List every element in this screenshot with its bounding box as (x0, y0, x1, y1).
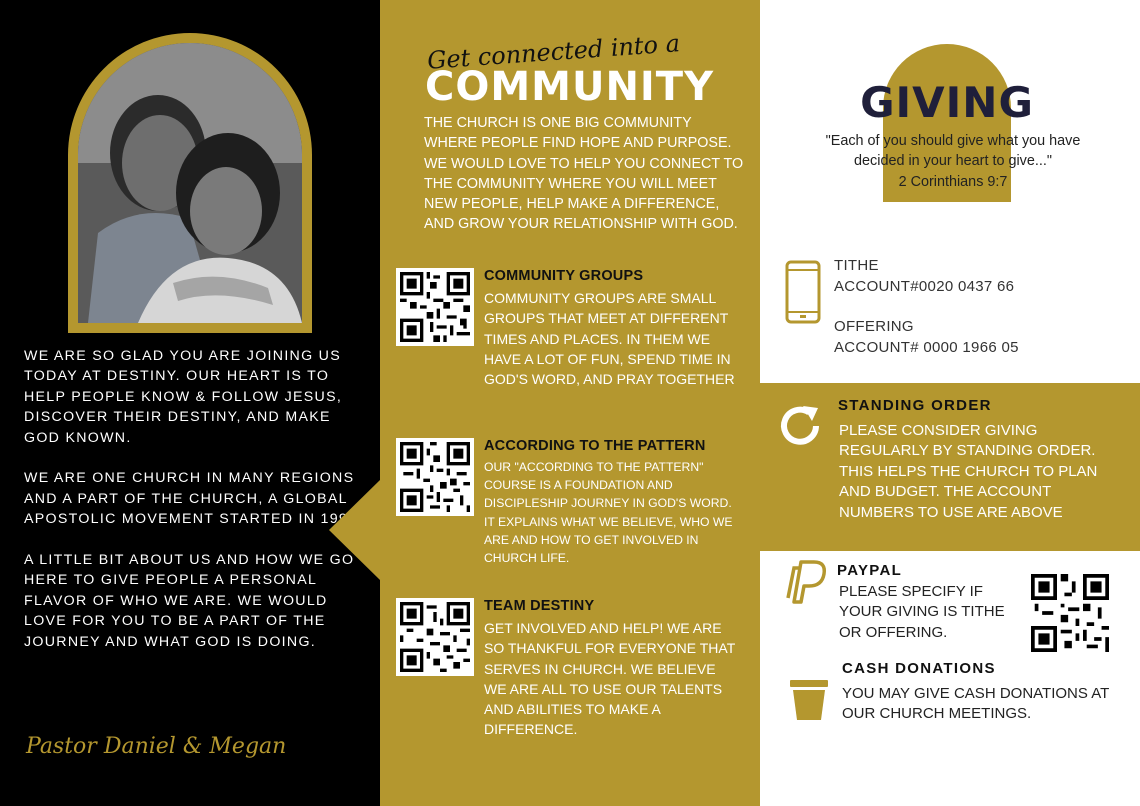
cash-donations-body: YOU MAY GIVE CASH DONATIONS AT OUR CHURCH MEETINGS. (842, 685, 1109, 723)
section-heading: TEAM DESTINY (484, 598, 595, 614)
tithe-label: TITHE (834, 257, 879, 274)
phone-icon (785, 260, 821, 324)
paypal-heading: PAYPAL (837, 562, 903, 579)
qr-code-graphic (1031, 574, 1109, 652)
section-body: GET INVOLVED AND HELP! WE ARE SO THANKFUL FOR EVERYONE THAT SERVES IN CHURCH. WE BELIEVE WE ARE ALL TO USE OUR TALENTS AND ABILITIES TO MAKE A DIFFERENCE. (484, 620, 736, 738)
qr-code-graphic (400, 272, 470, 342)
paypal-body: PLEASE SPECIFY IF YOUR GIVING IS TITHE OR OFFERING. (839, 583, 1005, 641)
tithe-account: ACCOUNT#0020 0437 66 (834, 278, 1015, 295)
paypal-qr-code[interactable] (1031, 574, 1109, 652)
qr-code-graphic (400, 602, 470, 672)
quote-reference: 2 Corinthians 9:7 (898, 173, 1008, 190)
community-title: COMMUNITY (425, 64, 715, 110)
qr-code[interactable] (396, 598, 474, 676)
standing-order-body: PLEASE CONSIDER GIVING REGULARLY BY STANDING ORDER. THIS HELPS THE CHURCH TO PLAN AND BUDGET. THE ACCOUNT NUMBERS TO USE ARE ABOVE (839, 422, 1098, 521)
qr-code[interactable] (396, 438, 474, 516)
standing-order-heading: STANDING ORDER (838, 397, 992, 414)
couple-photo (78, 43, 302, 323)
paypal-icon (784, 558, 830, 606)
scripture-quote (790, 131, 1116, 192)
quote-line: decided in your heart to give..." (854, 153, 1052, 170)
photo-frame (68, 33, 312, 333)
refresh-icon (776, 402, 824, 450)
section-heading: ACCORDING TO THE PATTERN (484, 438, 706, 454)
section-body: COMMUNITY GROUPS ARE SMALL GROUPS THAT MEET AT DIFFERENT TIMES AND PLACES. IN THEM WE HAVE A LOT OF FUN, SPEND TIME IN GOD'S WORD, AND PRAY TOGETHER (484, 290, 735, 388)
script-subtitle: Get connected into a (426, 29, 681, 75)
couple-photo-illustration (78, 43, 302, 323)
giving-title: GIVING (860, 78, 1034, 127)
panel-pointer (329, 480, 380, 580)
section-body: OUR "ACCORDING TO THE PATTERN" COURSE IS A FOUNDATION AND DISCIPLESHIP JOURNEY IN GOD'S WORD. IT EXPLAINS WHAT WE BELIEVE, WHO WE ARE AND HOW TO GET INVOLVED IN CHURCH LIFE. (484, 460, 733, 566)
cash-donations-heading: CASH DONATIONS (842, 660, 996, 677)
welcome-text: WE ARE SO GLAD YOU ARE JOINING US TODAY AT DESTINY. OUR HEART IS TO HELP PEOPLE KNOW & FOLLOW JESUS, DISCOVER THEIR DESTINY, AND MAKE GOD KNOWN. WE ARE ONE CHURCH IN MANY REGIONS AND A PART OF THE CHURCH, A GLOBAL APOSTOLIC MOVEMENT STARTED IN 1990. A LITTLE BIT ABOUT US AND HOW WE GO HERE TO GIVE PEOPLE A PERSONAL FLAVOR OF WHO WE ARE. WE WOULD LOVE FOR YOU TO BE A PART OF THE JOURNEY AND WHAT GOD IS DOING. (24, 348, 363, 650)
offering-label: OFFERING (834, 318, 914, 335)
qr-code[interactable] (396, 268, 474, 346)
cash-cup-icon (790, 680, 828, 720)
qr-code-graphic (400, 442, 470, 512)
quote-line: "Each of you should give what you have (825, 133, 1081, 149)
pastor-signature: Pastor Daniel & Megan (26, 734, 287, 759)
offering-account: ACCOUNT# 0000 1966 05 (834, 339, 1019, 356)
community-intro: THE CHURCH IS ONE BIG COMMUNITY WHERE PEOPLE FIND HOPE AND PURPOSE. WE WOULD LOVE TO HELP YOU CONNECT TO THE COMMUNITY WHERE YOU WILL MEET NEW PEOPLE, HELP MAKE A DIFFERENCE, AND GROW YOUR RELATIONSHIP WITH GOD. (424, 115, 744, 233)
section-heading: COMMUNITY GROUPS (484, 268, 644, 284)
